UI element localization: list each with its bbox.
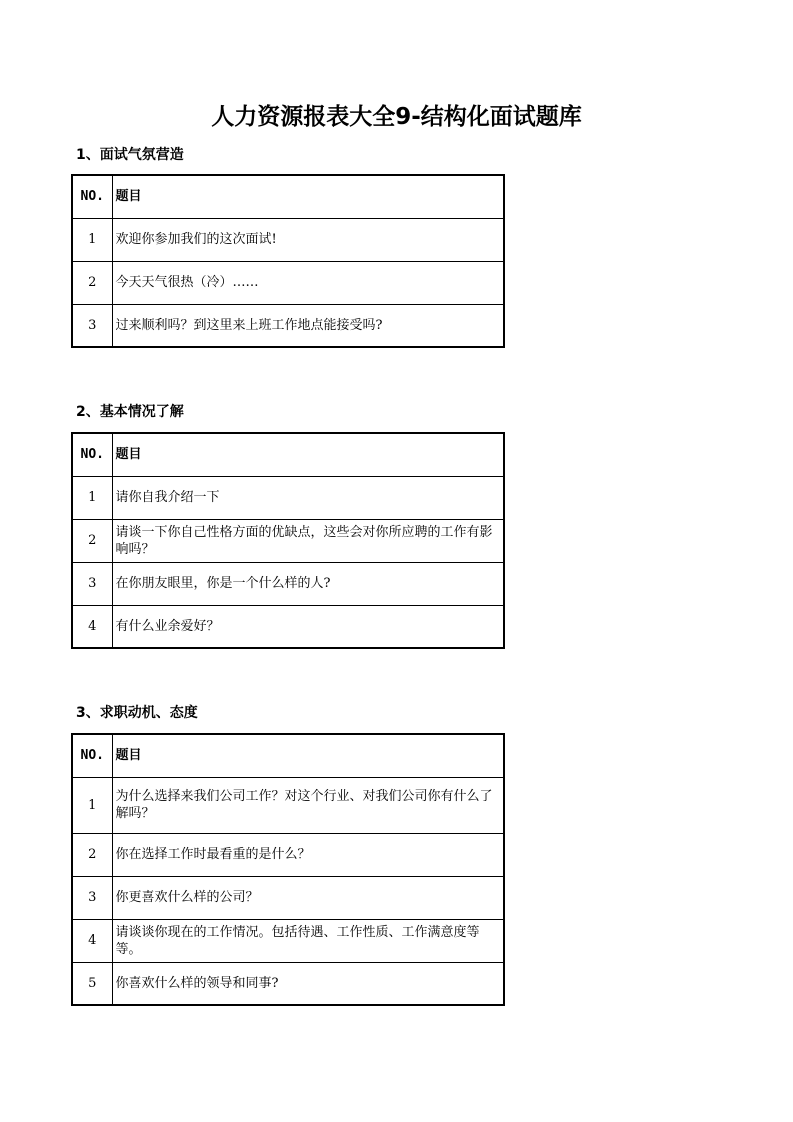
table-row — [72, 777, 504, 833]
question-text: 过来顺利吗？到这里来上班工作地点能接受吗? — [112, 304, 504, 347]
question-table-3 — [71, 733, 505, 1006]
row-number: 4 — [72, 605, 112, 648]
row-number: 3 — [72, 304, 112, 347]
row-number: 3 — [72, 562, 112, 605]
table-row — [72, 304, 504, 347]
question-table-2 — [71, 432, 505, 649]
column-header-no: NO. — [72, 433, 112, 476]
title-clip — [0, 0, 582, 140]
row-number: 4 — [72, 919, 112, 962]
column-header-topic: 题目 — [112, 175, 504, 218]
page-title: 人力资源报表大全9-结构化面试题库 — [211, 104, 582, 130]
question-text: 今天天气很热（冷）…… — [112, 261, 504, 304]
column-header-topic: 题目 — [112, 734, 504, 777]
table-header-row — [72, 175, 504, 218]
question-text: 在你朋友眼里，你是一个什么样的人? — [112, 562, 504, 605]
question-text: 你更喜欢什么样的公司？ — [112, 876, 504, 919]
row-number: 3 — [72, 876, 112, 919]
row-number: 2 — [72, 833, 112, 876]
question-text: 你喜欢什么样的领导和同事? — [112, 962, 504, 1005]
section-heading-1: 1、面试气氛营造 — [76, 147, 184, 163]
row-number: 1 — [72, 218, 112, 261]
table-row — [72, 261, 504, 304]
table-row — [72, 218, 504, 261]
table-row — [72, 833, 504, 876]
question-text: 请你自我介绍一下 — [112, 476, 504, 519]
section-heading-3: 3、求职动机、态度 — [76, 705, 198, 721]
question-text: 请谈一下你自己性格方面的优缺点，这些会对你所应聘的工作有影响吗？ — [112, 519, 504, 562]
question-text: 请谈谈你现在的工作情况。包括待遇、工作性质、工作满意度等等。 — [112, 919, 504, 962]
question-table-1 — [71, 174, 505, 348]
table-row — [72, 562, 504, 605]
table-row — [72, 605, 504, 648]
table-row — [72, 919, 504, 962]
table-row — [72, 519, 504, 562]
question-text: 有什么业余爱好？ — [112, 605, 504, 648]
table-row — [72, 962, 504, 1005]
table-row — [72, 476, 504, 519]
row-number: 1 — [72, 777, 112, 833]
row-number: 5 — [72, 962, 112, 1005]
row-number: 1 — [72, 476, 112, 519]
question-text: 欢迎你参加我们的这次面试! — [112, 218, 504, 261]
row-number: 2 — [72, 519, 112, 562]
table-row — [72, 876, 504, 919]
row-number: 2 — [72, 261, 112, 304]
question-text: 为什么选择来我们公司工作？对这个行业、对我们公司你有什么了解吗？ — [112, 777, 504, 833]
table-header-row — [72, 433, 504, 476]
question-text: 你在选择工作时最看重的是什么？ — [112, 833, 504, 876]
table-header-row — [72, 734, 504, 777]
column-header-no: NO. — [72, 734, 112, 777]
section-heading-2: 2、基本情况了解 — [76, 404, 184, 420]
column-header-no: NO. — [72, 175, 112, 218]
column-header-topic: 题目 — [112, 433, 504, 476]
